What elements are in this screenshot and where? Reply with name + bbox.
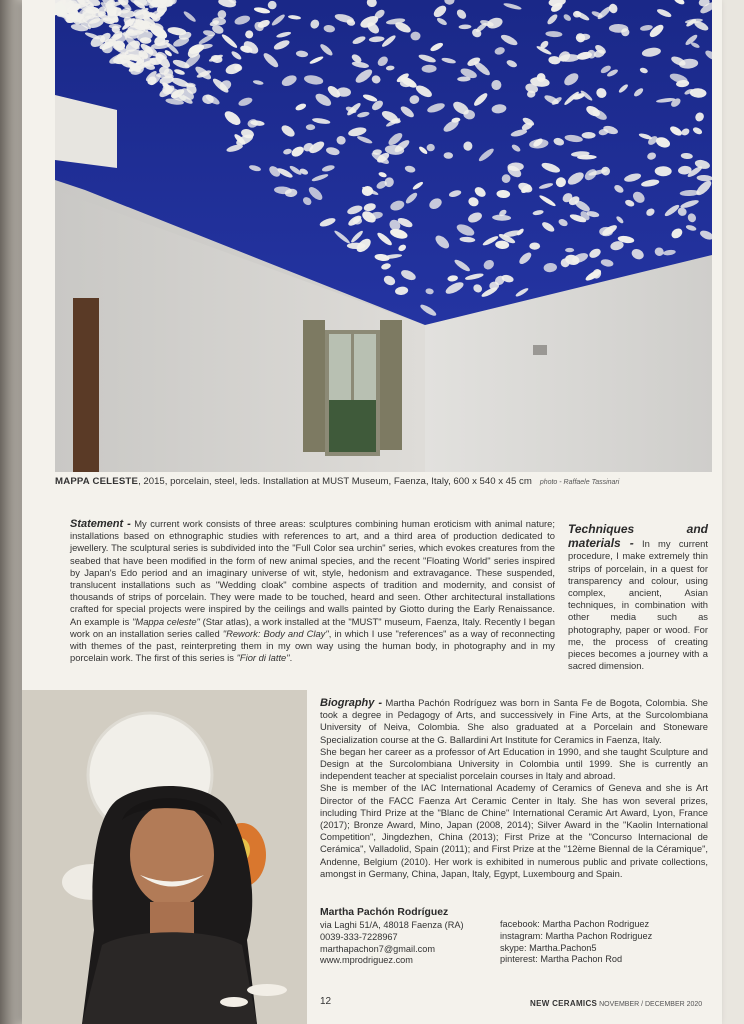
email-link[interactable]: marthapachon7@gmail.com [320, 943, 436, 954]
caption-text: , 2015, porcelain, steel, leds. Installation at MUST Museum, Faenza, Italy, 600 x 540 x 45 cm [138, 476, 532, 487]
statement-heading: Statement - [70, 518, 131, 530]
portrait-image [22, 690, 307, 1024]
hero-photo-mappa-celeste [55, 0, 712, 472]
techniques-section [568, 522, 708, 672]
installation-photo [55, 0, 712, 472]
statement-section [70, 518, 555, 664]
statement-text: My current work consists of three areas: sculptures combining human eroticism with animal nature; installations based on ethnographic studies with references to art, and a third area of production dedicated to jewellery. The sculptural series is subdivided into the "Full Color sea urchin" series, which evokes creatures from the seabed that have been modified in the form of new animal species, and the recent "Floating World" series inspired by Japan's Edo period and an imaginary universe of wit, style, hedonism and extravagance. These suspended, translucent installations such as "Wedding cloak" combine aspects of tradition and modernity, and consist of thousands of strips of porcelain. They were made to be touched, heard and seen. Other architectural installations crafted for special projects were inspired by the ceilings and walls painted by Giotto during the Early Renaissance. An example is [70, 518, 555, 627]
page-number: 12 [320, 996, 332, 1007]
porcelain-strip [529, 243, 540, 250]
photo-credit: photo - Raffaele Tassinari [539, 479, 620, 486]
statement-text: , in which I use "references" as a way of reconnecting with themes of the past, reinterpreting them in my own way using the human body, in photography and in my porcelain work. The first of this series is [70, 627, 556, 664]
facebook-handle: facebook: Martha Pachon Rodriguez [500, 919, 650, 929]
contact-info [320, 906, 490, 967]
artist-portrait-photo [22, 690, 307, 1024]
social-info [500, 919, 710, 966]
statement-italic-title: "Fior di latte" [236, 652, 290, 664]
address: via Laghi 51/A, 48018 Faenza (RA) [320, 920, 464, 930]
statement-text: (Star atlas), a work installed at the "MUST" museum, Faenza, Italy. Recently I began work on an installation series called [70, 615, 555, 639]
magazine-name: NEW CERAMICS [530, 999, 598, 1008]
statement-italic-title: "Rework: Body and Clay" [222, 627, 329, 639]
techniques-heading: Techniques and materials - [568, 522, 708, 551]
bio-text: Martha Pachón Rodríguez was born in Santa Fe de Bogota, Colombia. She took a degree in Pedagogy of Arts, and successively in Fine Arts, at the Surcolombiana University of Neiva, Colombia. She also graduated at a Porcelain and Stoneware Specialization course at the G. Ballardini Art Institute for Ceramics in Faenza, Italy. [320, 697, 708, 745]
biography-heading: Biography - [320, 697, 383, 709]
pinterest-handle: pinterest: Martha Pachon Rod [500, 954, 623, 965]
wooden-door [73, 298, 99, 472]
techniques-text: In my current procedure, I make extremely thin strips of porcelain, in a quest for transparency and colour, using complex, ancient, Asian techniques, in combination with other media such as photography, paper or wood. For me, the process of creating pieces becomes a journey with a sacred dimension. [568, 538, 709, 672]
website-link[interactable]: www.mprodriguez.com [320, 955, 413, 966]
bio-paragraph: She is member of the IAC International Academy of Ceramics of Geneva and she is Art Director of the FACC Faenza Art Ceramic Center in Italy. She has won several prizes, including Third Prize at the "Blanc de Chine" International Ceramic Art Award, Lyon, France (2017); Bronze Award, Mino, Japan (2008, 2014); Silver Award in the "Kaolin International Competition", Jingdezhen, China (2013); First Prize at the "Concurso Internacional de Cerámica", Valladolid, Spain (2011); and First Prize at the "12ème Biennal de la Céramique", Andenne, Belgium (2010). Her work is exhibited in numerous public and private collections, amongst in Germany, China, Japan, Italy, Egypt, Luxembourg and Spain. [320, 782, 708, 879]
window [303, 320, 402, 456]
statement-italic-title: "Mappa celeste" [132, 615, 200, 627]
bio-paragraph: She began her career as a professor of Art Education in 1990, and she taught Sculpture and Design at the Surcolombiana University in Colombia until 1999. She is currently an independent teacher at specialist porcelain courses in Italy and abroad. [320, 745, 708, 782]
caption-title: MAPPA CELESTE [55, 476, 139, 487]
bio-paragraph [320, 697, 708, 746]
wall-sconce [533, 345, 547, 355]
photo-caption [55, 476, 712, 487]
artist-figure [82, 786, 257, 1024]
porcelain-strip [565, 248, 574, 252]
skype-handle: skype: Martha.Pachon5 [500, 942, 597, 953]
magazine-footer [530, 999, 702, 1008]
porcelain-strip [582, 132, 596, 139]
statement-text: . [289, 652, 293, 664]
book-spine-shadow [0, 0, 22, 1024]
artist-name: Martha Pachón Rodríguez [320, 907, 449, 918]
phone-number: 0039-333-7228967 [320, 931, 398, 942]
porcelain-strip [411, 32, 421, 41]
biography-section [320, 697, 708, 880]
issue-date: NOVEMBER / DECEMBER 2020 [599, 1001, 703, 1008]
instagram-handle: instagram: Martha Pachon Rodriguez [500, 930, 653, 941]
